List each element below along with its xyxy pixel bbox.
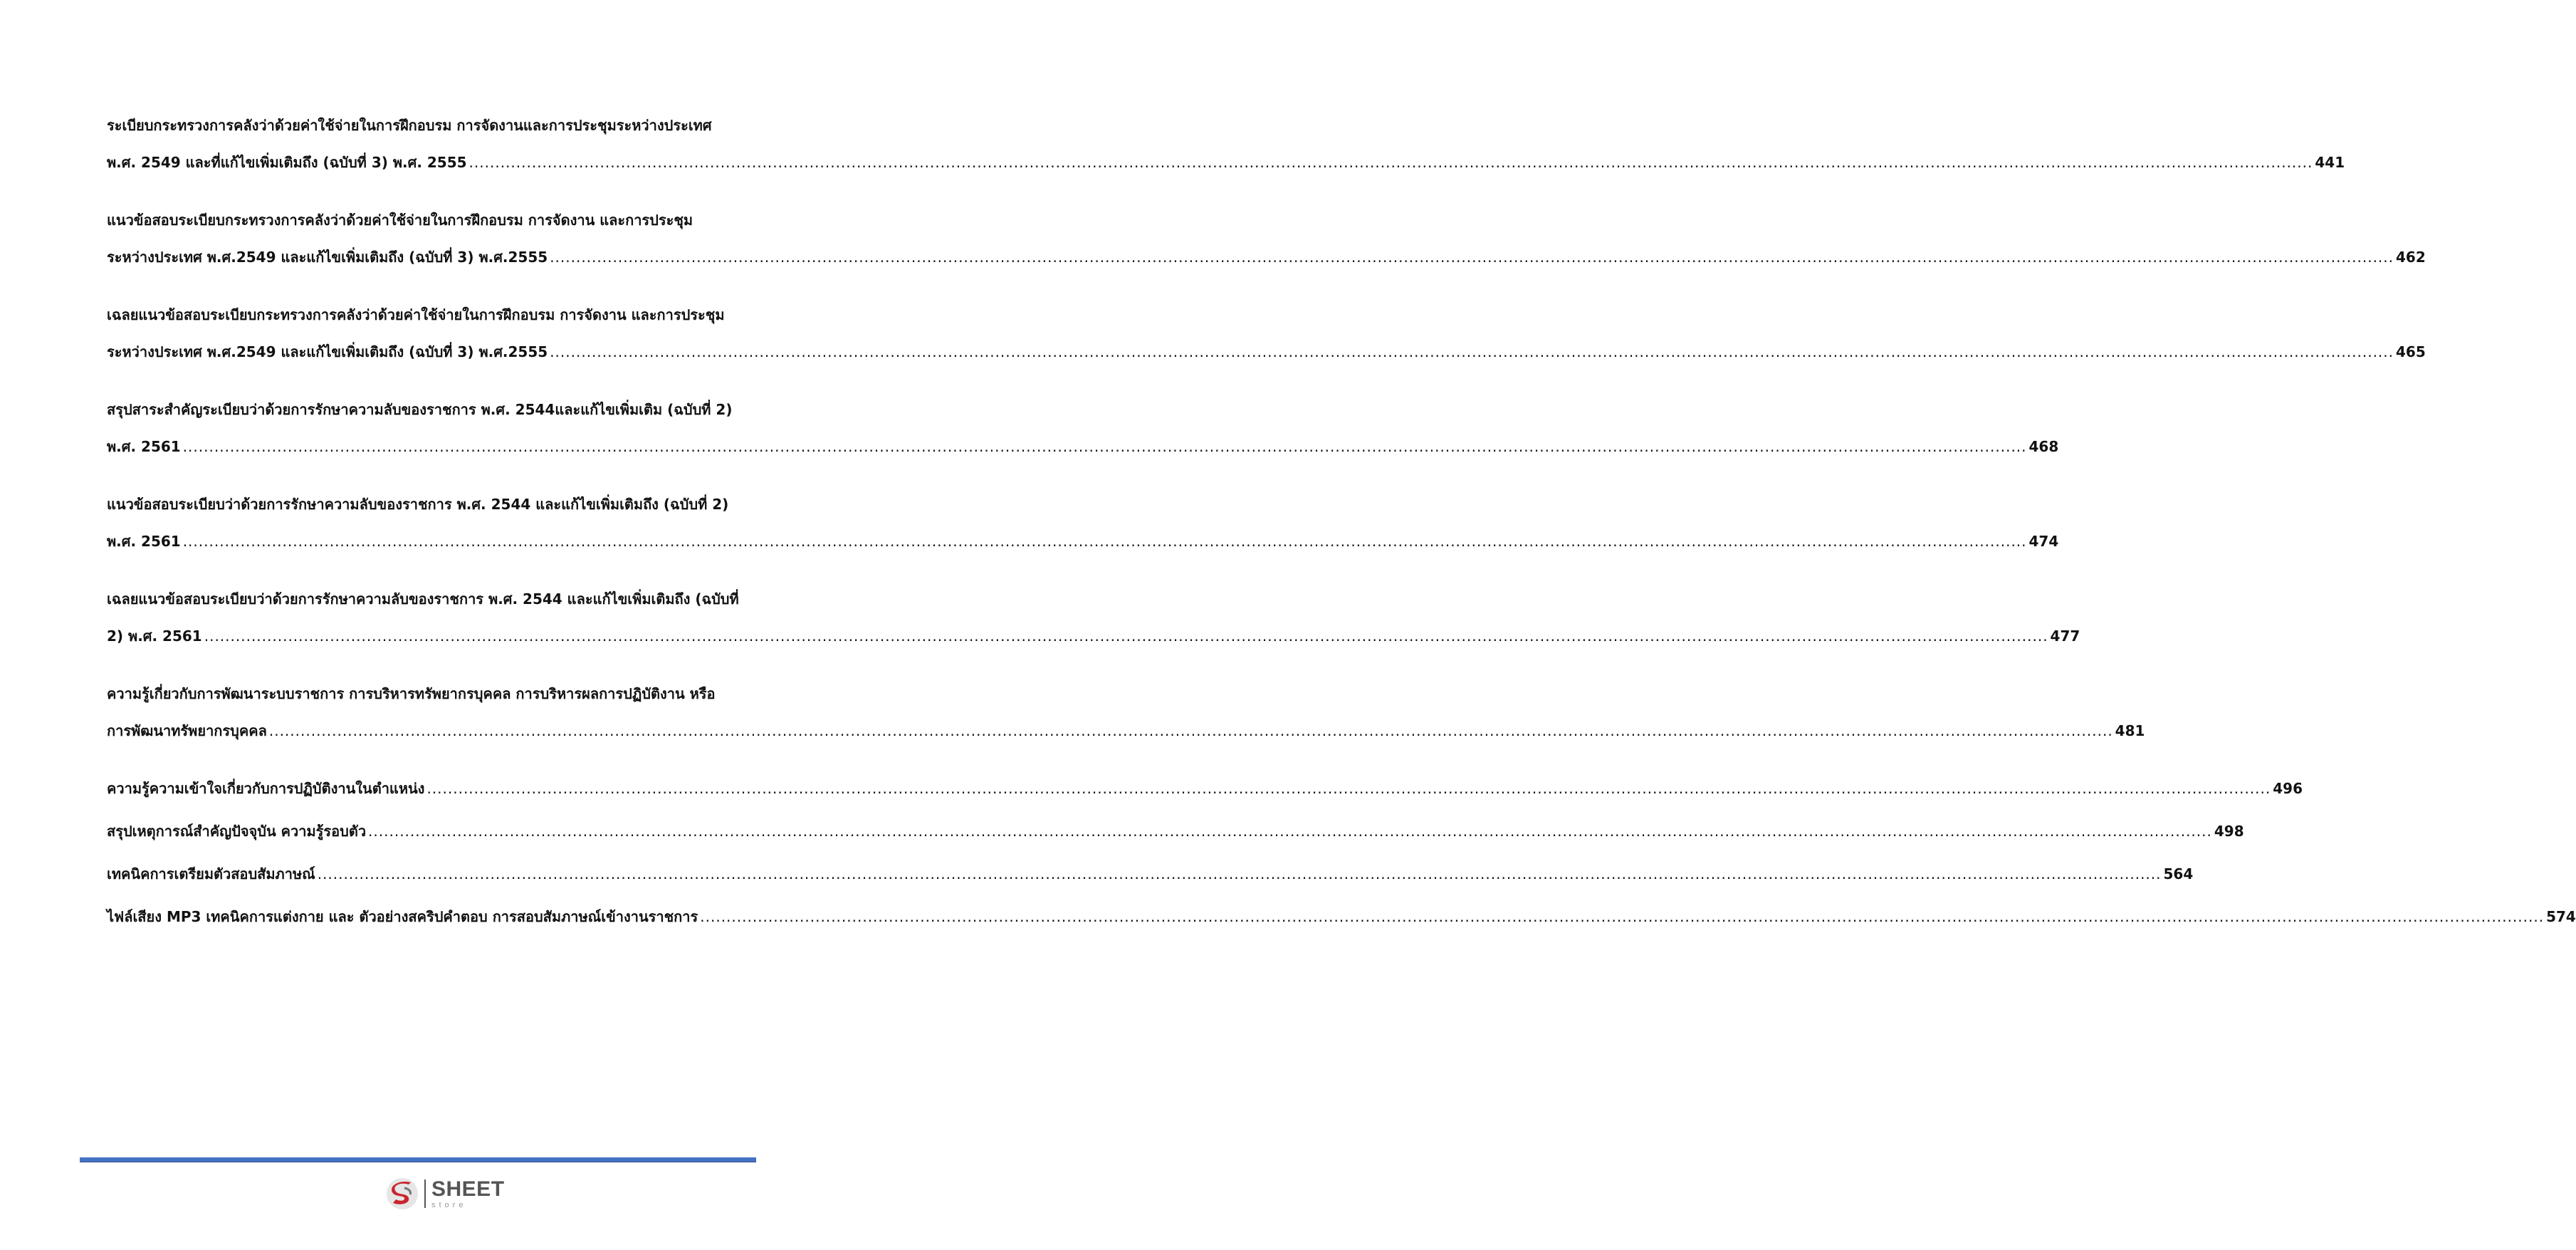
toc-page-number: 498 bbox=[2214, 823, 2244, 840]
toc-entry-text: 2) พ.ศ. 2561 bbox=[107, 627, 202, 645]
toc-page-number: 477 bbox=[2050, 627, 2080, 645]
toc-page-number: 574 bbox=[2546, 908, 2576, 925]
toc-entry-title-line1: แนวข้อสอบระเบียบว่าด้วยการรักษาความลับของราชการ พ.ศ. 2544 และแก้ไขเพิ่มเติมถึง (ฉบับที่ 2) bbox=[107, 496, 729, 513]
toc-entry-title-line bbox=[107, 813, 2244, 850]
toc-entry[interactable] bbox=[107, 391, 2059, 465]
dot-leader bbox=[318, 855, 2162, 892]
table-of-contents bbox=[107, 107, 2576, 941]
toc-entry-title-line2 bbox=[107, 523, 2059, 560]
toc-page-number: 496 bbox=[2273, 780, 2303, 797]
toc-entry-title-line2 bbox=[107, 144, 2345, 181]
toc-entry-title-line2 bbox=[107, 712, 2145, 749]
toc-page-number: 468 bbox=[2028, 438, 2059, 455]
logo-divider bbox=[424, 1179, 426, 1208]
toc-entry-text: ไฟล์เสียง MP3 เทคนิคการแต่งกาย และ ตัวอย่างสคริปคำตอบ การสอบสัมภาษณ์เข้างานราชการ bbox=[107, 908, 698, 925]
toc-entry[interactable] bbox=[107, 855, 2194, 892]
dot-leader bbox=[550, 239, 2394, 276]
toc-entry-title-line2 bbox=[107, 333, 2426, 370]
logo-text bbox=[431, 1179, 505, 1209]
toc-entry[interactable] bbox=[107, 202, 2426, 276]
dot-leader bbox=[700, 898, 2544, 935]
toc-entry[interactable] bbox=[107, 107, 2345, 181]
logo-sub-text: store bbox=[431, 1200, 467, 1209]
toc-entry[interactable] bbox=[107, 296, 2426, 370]
toc-entry-title-line1: ความรู้เกี่ยวกับการพัฒนาระบบราชการ การบริหารทรัพยากรบุคคล การบริหารผลการปฏิบัติงาน หรือ bbox=[107, 685, 716, 702]
toc-page-number: 441 bbox=[2315, 154, 2345, 171]
dot-leader bbox=[469, 144, 2313, 181]
dot-leader bbox=[269, 712, 2113, 749]
toc-entry-title-line1: เฉลยแนวข้อสอบระเบียบว่าด้วยการรักษาความลับของราชการ พ.ศ. 2544 และแก้ไขเพิ่มเติมถึง (ฉบับที่ bbox=[107, 590, 739, 608]
dot-leader bbox=[183, 428, 2027, 465]
toc-entry[interactable] bbox=[107, 898, 2576, 935]
toc-entry-text: ระหว่างประเทศ พ.ศ.2549 และแก้ไขเพิ่มเติมถึง (ฉบับที่ 3) พ.ศ.2555 bbox=[107, 343, 548, 360]
dot-leader bbox=[368, 813, 2212, 850]
footer-divider-bar bbox=[80, 1157, 756, 1162]
toc-entry-text: ระหว่างประเทศ พ.ศ.2549 และแก้ไขเพิ่มเติมถึง (ฉบับที่ 3) พ.ศ.2555 bbox=[107, 249, 548, 266]
toc-entry-text: การพัฒนาทรัพยากรบุคคล bbox=[107, 722, 267, 739]
toc-entry-title-line2 bbox=[107, 618, 2080, 655]
toc-entry-title-line2 bbox=[107, 239, 2426, 276]
toc-page-number: 465 bbox=[2396, 343, 2426, 360]
toc-entry-title-line2 bbox=[107, 428, 2059, 465]
toc-entry-title-line1: สรุปสาระสำคัญระเบียบว่าด้วยการรักษาความลับของราชการ พ.ศ. 2544และแก้ไขเพิ่มเติม (ฉบับที่ 2) bbox=[107, 401, 733, 418]
sheet-store-logo bbox=[384, 1175, 505, 1212]
toc-entry[interactable] bbox=[107, 813, 2244, 850]
toc-entry-title-line1: แนวข้อสอบระเบียบกระทรวงการคลังว่าด้วยค่าใช้จ่ายในการฝึกอบรม การจัดงาน และการประชุม bbox=[107, 212, 693, 229]
toc-entry[interactable] bbox=[107, 486, 2059, 560]
toc-entry-text: พ.ศ. 2561 bbox=[107, 438, 181, 455]
toc-entry-text: สรุปเหตุการณ์สำคัญปัจจุบัน ความรู้รอบตัว bbox=[107, 823, 367, 840]
toc-entry[interactable] bbox=[107, 770, 2303, 807]
logo-main-text: SHEET bbox=[431, 1177, 505, 1201]
toc-entry-text: ความรู้ความเข้าใจเกี่ยวกับการปฏิบัติงานในตำแหน่ง bbox=[107, 780, 425, 797]
dot-leader bbox=[550, 333, 2394, 370]
dot-leader bbox=[426, 770, 2271, 807]
toc-entry[interactable] bbox=[107, 580, 2080, 655]
toc-entry-text: พ.ศ. 2549 และที่แก้ไขเพิ่มเติมถึง (ฉบับที่ 3) พ.ศ. 2555 bbox=[107, 154, 467, 171]
toc-entry-title-line bbox=[107, 898, 2576, 935]
toc-entry[interactable] bbox=[107, 675, 2145, 749]
toc-page-number: 474 bbox=[2028, 533, 2059, 550]
toc-entry-title-line1: ระเบียบกระทรวงการคลังว่าด้วยค่าใช้จ่ายในการฝึกอบรม การจัดงานและการประชุมระหว่างประเทศ bbox=[107, 117, 712, 134]
toc-page-number: 462 bbox=[2396, 249, 2426, 266]
toc-entry-text: เทคนิคการเตรียมตัวสอบสัมภาษณ์ bbox=[107, 865, 315, 882]
sheet-store-s-logo-icon bbox=[384, 1176, 420, 1212]
toc-entry-title-line bbox=[107, 855, 2194, 892]
toc-entry-title-line1: เฉลยแนวข้อสอบระเบียบกระทรวงการคลังว่าด้วยค่าใช้จ่ายในการฝึกอบรม การจัดงาน และการประชุม bbox=[107, 306, 725, 323]
toc-page-number: 481 bbox=[2115, 722, 2145, 739]
toc-page-number: 564 bbox=[2163, 865, 2194, 882]
toc-entry-title-line bbox=[107, 770, 2303, 807]
dot-leader bbox=[204, 618, 2048, 655]
toc-entry-text: พ.ศ. 2561 bbox=[107, 533, 181, 550]
dot-leader bbox=[183, 523, 2027, 560]
